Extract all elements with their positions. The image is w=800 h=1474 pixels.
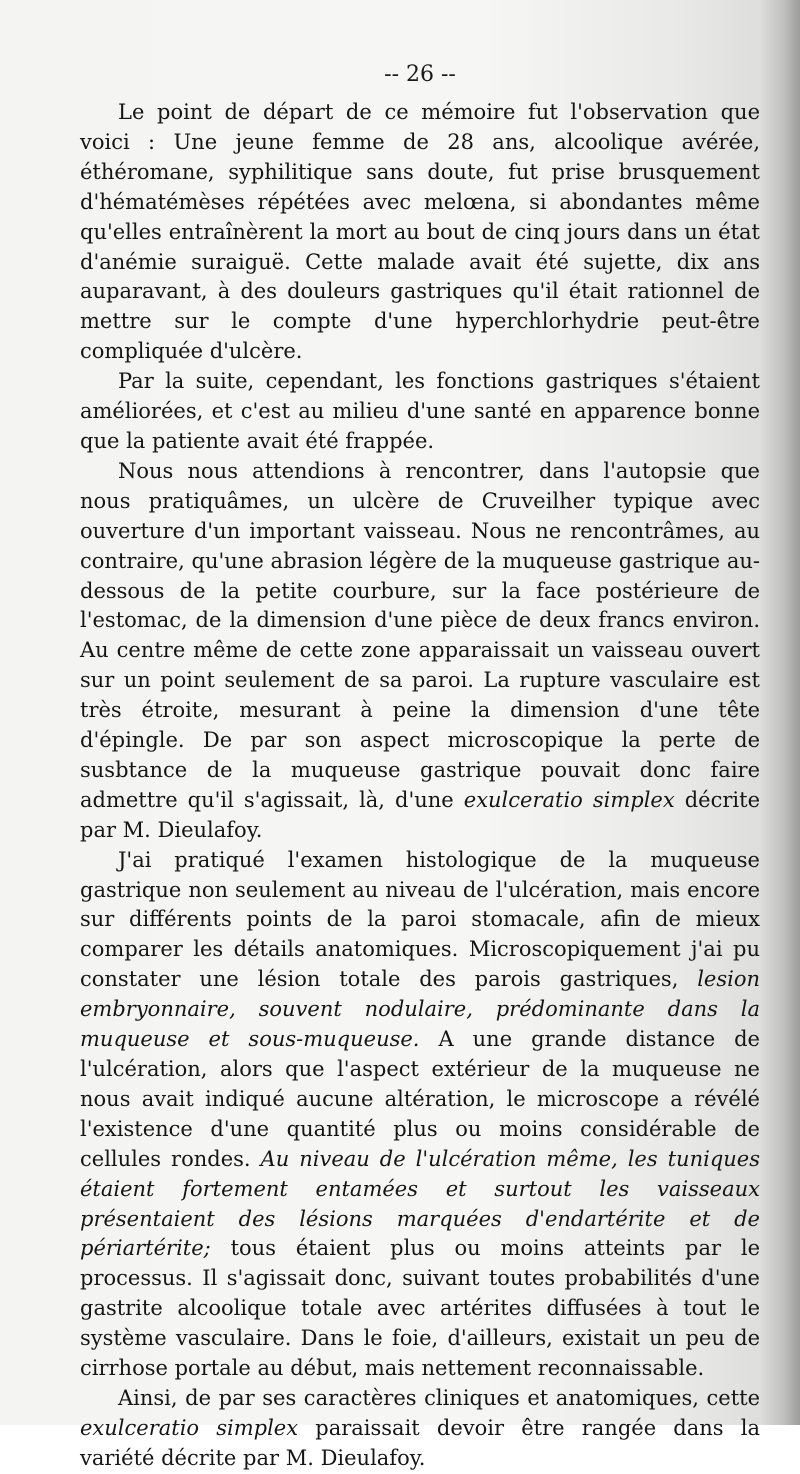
paragraph-5 bbox=[80, 1384, 760, 1474]
text-segment: paraissait devoir être rangée dans la variété décrite par M. Dieulafoy. bbox=[80, 1415, 760, 1470]
text-segment: Par la suite, cependant, les fonctions gastriques s'étaient améliorées, et c'est au milieu d'une santé en apparence bonne que la patiente avait été frappée. bbox=[80, 369, 760, 453]
page-edge-shadow bbox=[760, 0, 800, 1425]
italic-phrase: lesion embryonnaire, souvent nodulaire, prédominante dans la muqueuse et sous-muqueuse. bbox=[80, 967, 760, 1052]
body-text bbox=[80, 98, 760, 1474]
text-segment: Nous nous attendions à rencontrer, dans l'autopsie que nous pratiquâmes, un ulcère de Cruveilher typique avec ouverture d'un important vaisseau. Nous ne rencontrâmes, au contraire, qu'une abrasion légère de la muqueuse gastrique au-dessous de la petite courbure, sur la face postérieure de l'estomac, de la dimension d'une pièce de deux francs environ. Au centre même de cette zone apparaissait un vaisseau ouvert sur un point seulement de sa paroi. La rupture vasculaire est très étroite, mesurant à peine la dimension d'une tête d'épingle. De par son aspect microscopique la perte de susbtance de la muqueuse gastrique pouvait donc faire admettre qu'il s'agissait, là, d'une bbox=[80, 458, 760, 812]
text-segment: tous étaient plus ou moins atteints par le processus. Il s'agissait donc, suivant toutes probabilités d'une gastrite alcoolique totale avec artérites diffusées à tout le système vasculaire. Dans le foie, d'ailleurs, existait un peu de cirrhose portale au début, mais nettement reconnaissable. bbox=[80, 1236, 760, 1381]
paragraph-1 bbox=[80, 98, 760, 367]
page-number: -- 26 -- bbox=[384, 62, 456, 87]
text-segment: décrite par M. Dieulafoy. bbox=[80, 787, 760, 842]
text-segment: Ainsi, de par ses caractères cliniques et anatomiques, cette bbox=[118, 1385, 760, 1410]
paragraph-4 bbox=[80, 846, 760, 1384]
italic-term: exulceratio simplex bbox=[463, 787, 675, 812]
text-segment: Le point de départ de ce mémoire fut l'observation que voici : Une jeune femme de 28 ans, alcoolique avérée, éthéromane, syphilitique sans doute, fut prise brusquement d'hématémèses répétées avec melœna, si abondantes même qu'elles entraînèrent la mort au bout de cinq jours dans un état d'anémie suraiguë. Cette malade avait été sujette, dix ans auparavant, à des douleurs gastriques qu'il était rationnel de mettre sur le compte d'une hyperchlorhydrie peut-être compliquée d'ulcère. bbox=[80, 100, 760, 364]
italic-term: exulceratio simplex bbox=[80, 1415, 299, 1440]
italic-phrase: Au niveau de l'ulcération même, les tuniques étaient fortement entamées et surtout les vaisseaux présentaient des lésions marquées d'endartérite et de périartérite; bbox=[80, 1146, 760, 1261]
text-segment: A une grande distance de l'ulcération, alors que l'aspect extérieur de la muqueuse ne nous avait indiqué aucune altération, le microscope a révélé l'existence d'une quantité plus ou moins considérable de cellules rondes. bbox=[80, 1027, 760, 1171]
paragraph-2 bbox=[80, 367, 760, 457]
text-segment: J'ai pratiqué l'examen histologique de la muqueuse gastrique non seulement au niveau de l'ulcération, mais encore sur différents points de la paroi stomacale, afin de mieux comparer les détails anatomiques. Microscopiquement j'ai pu constater une lésion totale des parois gastriques, bbox=[80, 847, 760, 992]
paragraph-3 bbox=[80, 457, 760, 846]
